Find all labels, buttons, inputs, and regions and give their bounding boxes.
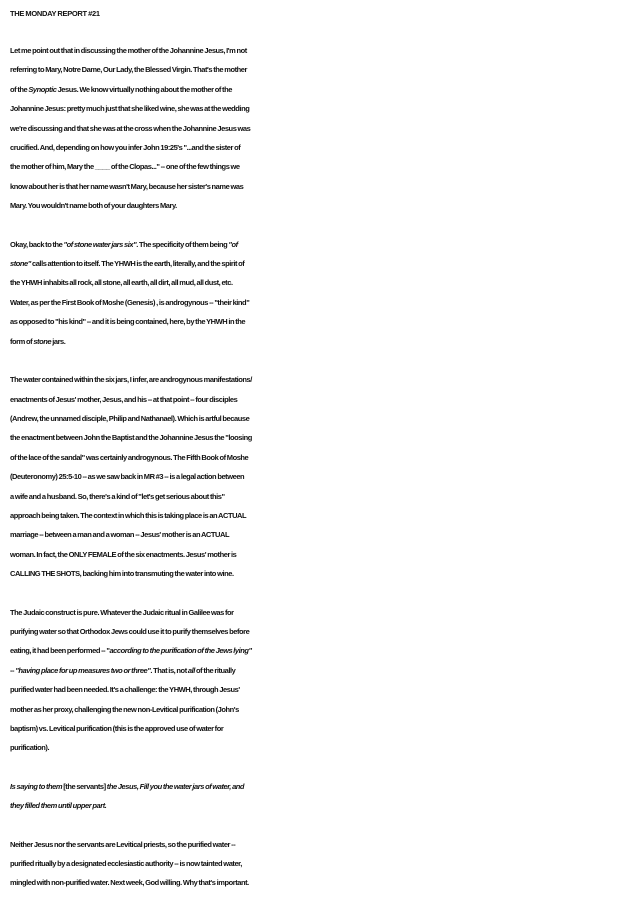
text-line: The water contained within the six jars, I infer, are androgynous manifestations/	[10, 375, 252, 385]
text-line: mingled with non-purified water. Next week, God willing. Why that's important.	[10, 878, 249, 888]
text-line	[10, 235, 632, 254]
text-run: form of	[10, 336, 34, 346]
paragraph-stone-jars	[10, 235, 632, 351]
text-line	[10, 661, 632, 680]
paragraph-scripture-quote	[10, 777, 632, 816]
text-line	[10, 254, 632, 273]
italic-quote: "of	[228, 239, 238, 249]
text-run: [the servants]	[62, 781, 107, 791]
text-line: a wife and a husband. So, there's a kind of "let's get serious about this"	[10, 491, 225, 501]
text-run: . The specificity of them being	[136, 239, 229, 249]
text-line: Johannine Jesus: pretty much just that she liked wine, she was at the wedding	[10, 104, 250, 114]
text-run: of the ritually	[194, 665, 236, 675]
text-line: approach being taken. The context in which this is taking place is an ACTUAL	[10, 510, 247, 520]
text-line: mother as her proxy, challenging the new non-Levitical purification (John's	[10, 704, 239, 714]
italic-quote: the Jesus, Fill you the water jars of water, and	[106, 781, 245, 791]
text-run: --	[10, 665, 16, 675]
text-line: enactments of Jesus' mother, Jesus, and his -- at that point -- four disciples	[10, 394, 238, 404]
text-line: The Judaic construct is pure. Whatever the Judaic ritual in Galilee was for	[10, 607, 234, 617]
text-line: Water, as per the First Book of Moshe (Genesis) , is androgynous -- "their kind"	[10, 297, 250, 307]
text-line: purification).	[10, 743, 50, 753]
italic-quote: Is saying to them	[10, 781, 63, 791]
paragraph-six-jars	[10, 370, 632, 583]
paragraph-judaic-construct	[10, 603, 632, 758]
text-line: purified ritually by a designated ecclesiastic authority -- is now tainted water,	[10, 859, 242, 869]
text-line: purified water had been needed. It's a challenge: the YHWH, through Jesus'	[10, 685, 240, 695]
italic-quote: stone"	[10, 259, 31, 269]
text-line: Mary. You wouldn't name both of your daughters Mary.	[10, 201, 177, 211]
text-line	[10, 796, 632, 815]
text-run: eating, it had been performed -- "	[10, 646, 110, 656]
text-line: baptism) vs. Levitical purification (this is the approved use of water for	[10, 724, 224, 733]
text-line: the YHWH inhabits all rock, all stone, all earth, all dirt, all mud, all dust, etc.	[10, 278, 233, 288]
italic-term: stone	[33, 336, 52, 346]
text-line	[10, 777, 632, 796]
text-line	[10, 332, 632, 351]
text-line: marriage -- between a man and a woman -- Jesus' mother is an ACTUAL	[10, 530, 230, 540]
italic-term: all	[187, 665, 195, 675]
text-line: as opposed to "his kind" -- and it is being contained, here, by the YHWH in the	[10, 317, 246, 327]
paragraph-mother-of-jesus	[10, 41, 632, 216]
text-line: woman. In fact, the ONLY FEMALE of the six enactments. Jesus' mother is	[10, 549, 237, 559]
text-line: the mother of him, Mary the ____ of the Clopas..." -- one of the few things we	[10, 162, 240, 172]
italic-term: Synoptic	[28, 84, 57, 94]
text-run: calls attention to itself. The YHWH is the earth, literally, and the spirit of	[30, 259, 245, 269]
italic-quote: according to the purification of the Jews lying"	[109, 646, 252, 656]
text-run: of the	[10, 84, 29, 94]
report-title: THE MONDAY REPORT #21	[10, 9, 100, 18]
text-line: purifying water so that Orthodox Jews could use it to purify themselves before	[10, 626, 250, 636]
text-run: . That is, not	[150, 665, 188, 675]
text-run: Okay, back to the	[10, 239, 64, 249]
italic-quote: "having place for up measures two or three"	[15, 665, 151, 675]
text-line: of the lace of the sandal" was certainly androgynous. The Fifth Book of Moshe	[10, 452, 249, 462]
italic-quote: they filled them until upper part.	[10, 801, 107, 811]
text-line: we're discussing and that she was at the cross when the Johannine Jesus was	[10, 123, 251, 133]
text-run: jars.	[51, 336, 66, 346]
text-line: (Andrew, the unnamed disciple, Philip and Nathanael). Which is artful because	[10, 413, 250, 423]
text-line: crucified. And, depending on how you infer John 19:25's "...and the sister of	[10, 143, 241, 153]
text-line: the enactment between John the Baptist and the Johannine Jesus the "loosing	[10, 433, 252, 443]
text-line	[10, 641, 632, 660]
report-page	[10, 4, 632, 912]
paragraph-conclusion	[10, 835, 632, 893]
text-line: (Deuteronomy) 25:5-10 -- as we saw back in MR #3 -- is a legal action between	[10, 472, 245, 482]
text-run: Jesus. We know virtually nothing about the mother of the	[56, 84, 232, 94]
text-line: Neither Jesus nor the servants are Levitical priests, so the purified water --	[10, 839, 236, 849]
italic-quote: "of stone water jars six"	[63, 239, 137, 249]
text-line: Let me point out that in discussing the mother of the Johannine Jesus, I'm not	[10, 46, 247, 55]
text-line: know about her is that her name wasn't Mary, because her sister's name was	[10, 181, 244, 191]
text-line: referring to Mary, Notre Dame, Our Lady, the Blessed Virgin. That's the mother	[10, 65, 247, 75]
text-line: CALLING THE SHOTS, backing him into transmuting the water into wine.	[10, 569, 234, 579]
text-line	[10, 80, 632, 99]
